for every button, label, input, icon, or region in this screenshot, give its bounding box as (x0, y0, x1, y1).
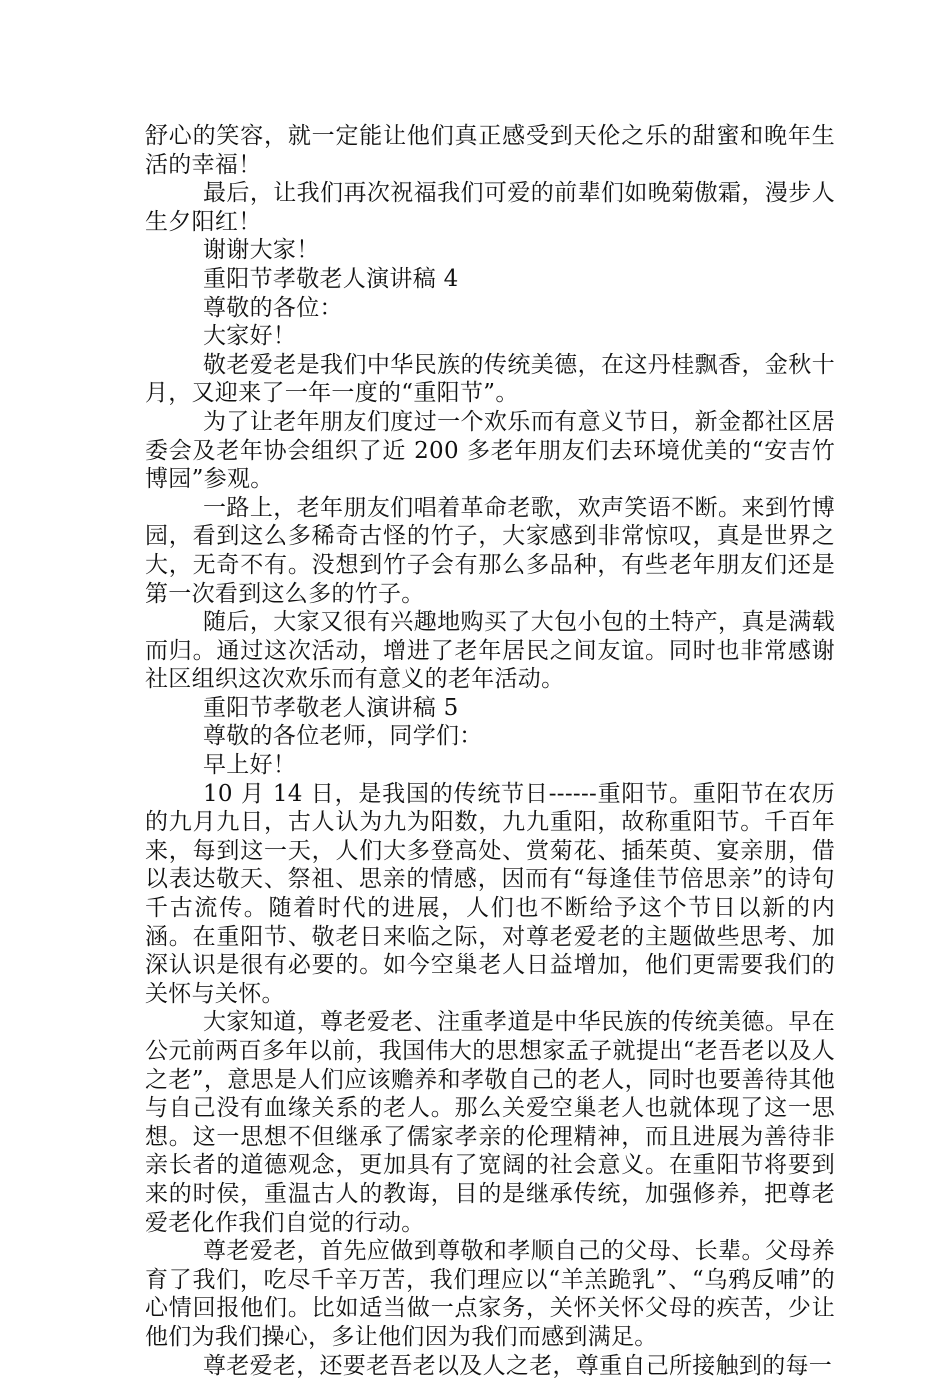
paragraph-body: 随后，大家又很有兴趣地购买了大包小包的土特产，真是满载而归。通过这次活动，增进了老年居民之间友谊。同时也非常感谢社区组织这次欢乐而有意义的老年活动。 (145, 609, 835, 693)
section-title-speech-5: 重阳节孝敬老人演讲稿 5 (203, 694, 459, 721)
paragraph-body: 尊老爱老，首先应做到尊敬和孝顺自己的父母、长辈。父母养育了我们，吃尽千辛万苦，我们理应以“羊羔跪乳”、“乌鸦反哺”的心情回报他们。比如适当做一点家务，关怀关怀父母的疾苦，少让他们为我们操心，多让他们因为我们而感到满足。 (145, 1238, 835, 1350)
paragraph-body: 一路上，老年朋友们唱着革命老歌，欢声笑语不断。来到竹博园，看到这么多稀奇古怪的竹子，大家感到非常惊叹，真是世界之大，无奇不有。没想到竹子会有那么多品种，有些老年朋友们还是第一次看到这么多的竹子。 (145, 494, 835, 607)
paragraph-body: 大家知道，尊老爱老、注重孝道是中华民族的传统美德。早在公元前两百多年以前，我国伟大的思想家孟子就提出“老吾老以及人之老”，意思是人们应该赡养和孝敬自己的老人，同时也要善待其他与自己没有血缘关系的老人。那么关爱空巢老人也就体现了这一思想。这一思想不但继承了儒家孝亲的伦理精神，而且进展为善待非亲长者的道德观念，更加具有了宽阔的社会意义。在重阳节将要到来的时侯，重温古人的教诲，目的是继承传统，加强修养，把尊老爱老化作我们自觉的行动。 (145, 1009, 835, 1236)
greeting: 大家好！ (203, 323, 297, 350)
salutation: 尊敬的各位老师，同学们： (203, 723, 483, 750)
section-title-speech-4: 重阳节孝敬老人演讲稿 4 (203, 265, 459, 292)
paragraph-body: 敬老爱老是我们中华民族的传统美德，在这丹桂飘香，金秋十月，又迎来了一年一度的“重阳节”。 (145, 351, 835, 407)
paragraph-truncated: 尊老爱老，还要老吾老以及人之老，尊重自己所接触到的每一 (203, 1352, 833, 1379)
salutation: 尊敬的各位： (203, 294, 343, 321)
document-page (145, 122, 835, 1380)
paragraph-body: 10 月 14 日，是我国的传统节日------重阳节。重阳节在农历的九月九日，古人认为九为阳数，九九重阳，故称重阳节。千百年来，每到这一天，人们大多登高处、赏菊花、插茱萸、宴亲朋，借以表达敬天、祭祖、思亲的情感，因而有“每逢佳节倍思亲”的诗句千古流传。随着时代的进展，人们也不断给予这个节日以新的内涵。在重阳节、敬老日来临之际，对尊老爱老的主题做些思考、加深认识是很有必要的。如今空巢老人日益增加，他们更需要我们的关怀与关怀。 (145, 780, 835, 1007)
paragraph-thanks: 谢谢大家！ (203, 237, 320, 264)
paragraph-continued: 舒心的笑容，就一定能让他们真正感受到天伦之乐的甜蜜和晚年生活的幸福！ (145, 123, 835, 178)
paragraph-body: 为了让老年朋友们度过一个欢乐而有意义节日，新金都社区居委会及老年协会组织了近 200 多老年朋友们去环境优美的“安吉竹博园”参观。 (145, 408, 835, 493)
paragraph-closing-wish: 最后，让我们再次祝福我们可爱的前辈们如晚菊傲霜，漫步人生夕阳红！ (145, 180, 835, 235)
greeting: 早上好！ (203, 752, 297, 779)
